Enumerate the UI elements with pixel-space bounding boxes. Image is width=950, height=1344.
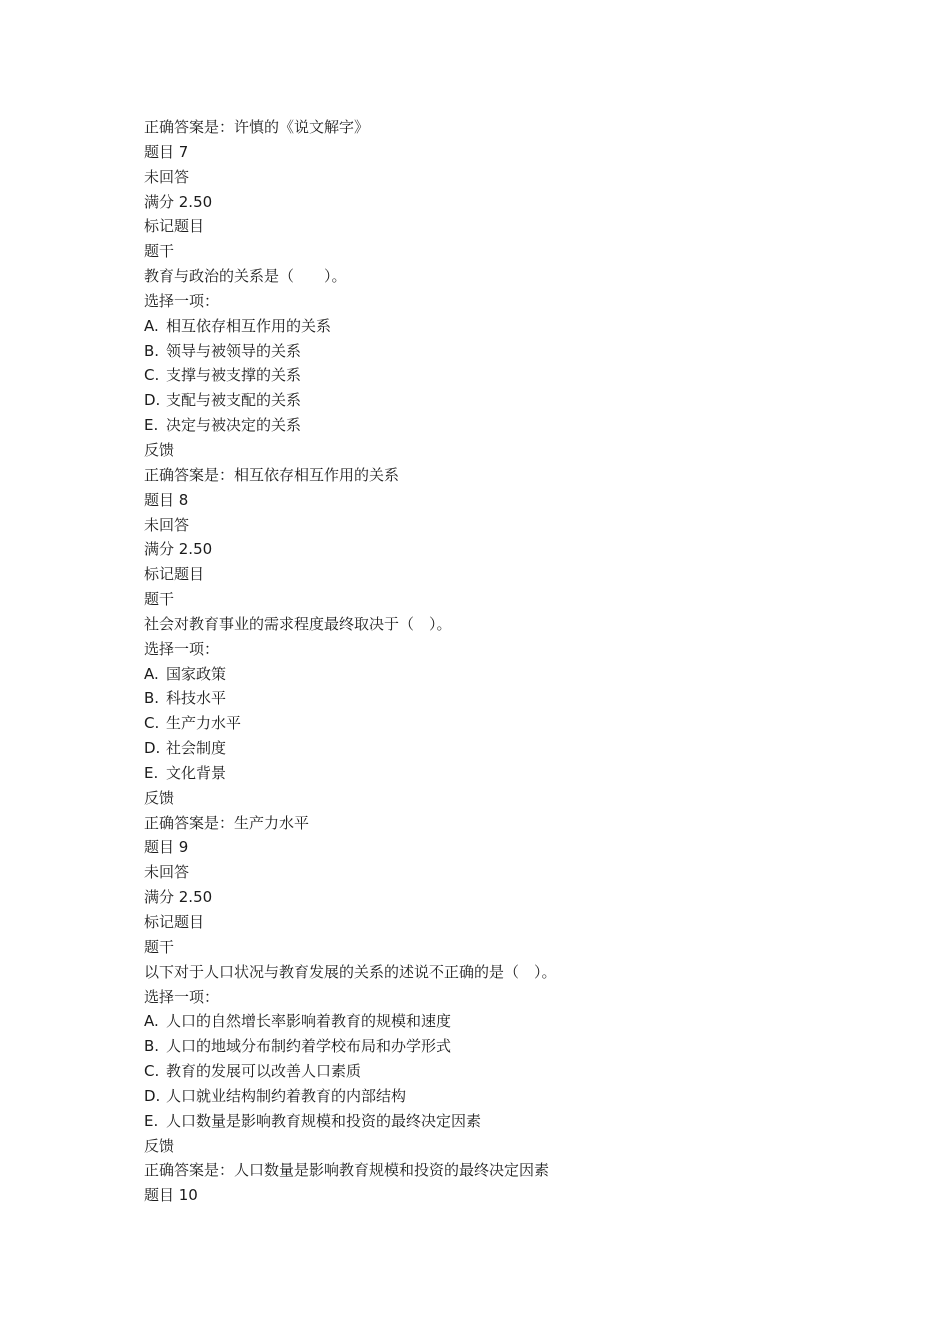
max-score: 满分 2.50 (144, 888, 213, 907)
correct-answer-text: 正确答案是：生产力水平 (144, 813, 310, 832)
option-text: 人口数量是影响教育规模和投资的最终决定因素 (166, 1111, 482, 1130)
choose-one-label: 选择一项： (144, 639, 220, 658)
answer-option (144, 662, 904, 687)
question-number: 题目 8 (144, 490, 189, 509)
option-text: 生产力水平 (166, 714, 242, 733)
option-letter: A. (144, 316, 159, 335)
flag-question-label: 标记题目 (144, 913, 205, 931)
option-text: 科技水平 (166, 689, 227, 708)
correct-answer-text: 正确答案是：相互依存相互作用的关系 (144, 465, 400, 484)
question-stem-label: 题干 (144, 590, 175, 609)
option-letter: A. (144, 1012, 159, 1031)
option-text: 相互依存相互作用的关系 (166, 316, 332, 335)
question-number: 题目 10 (144, 1186, 198, 1205)
option-text: 领导与被领导的关系 (166, 341, 302, 360)
option-letter: D. (144, 391, 161, 410)
flag-question-label: 标记题目 (144, 565, 205, 584)
answer-option (144, 1084, 904, 1109)
option-letter: E. (144, 763, 159, 782)
option-text: 人口的地域分布制约着学校布局和办学形式 (166, 1037, 452, 1056)
option-text: 教育的发展可以改善人口素质 (166, 1062, 362, 1081)
option-letter: B. (144, 341, 160, 360)
option-letter: C. (144, 714, 160, 733)
answer-option (144, 388, 904, 413)
answer-option (144, 761, 904, 786)
correct-answer-text: 正确答案是：人口数量是影响教育规模和投资的最终决定因素 (144, 1161, 550, 1180)
feedback-label: 反馈 (144, 1136, 175, 1155)
option-letter: C. (144, 366, 160, 385)
answer-option (144, 413, 904, 438)
answer-status: 未回答 (144, 167, 190, 186)
option-letter: A. (144, 664, 159, 683)
choose-one-label: 选择一项： (144, 291, 220, 310)
question-stem-label: 题干 (144, 242, 175, 261)
feedback-label: 反馈 (144, 440, 175, 459)
question-text: 以下对于人口状况与教育发展的关系的述说不正确的是（ ）。 (144, 962, 557, 981)
option-letter: B. (144, 1037, 160, 1056)
answer-option (144, 1034, 904, 1059)
option-text: 人口就业结构制约着教育的内部结构 (166, 1086, 407, 1105)
question-text: 教育与政治的关系是（ ）。 (144, 267, 347, 286)
answer-option (144, 711, 904, 736)
correct-answer-text: 正确答案是：许慎的《说文解字》 (144, 118, 370, 136)
question-number: 题目 9 (144, 838, 189, 857)
answer-option (144, 736, 904, 761)
quiz-document (144, 115, 904, 1208)
option-text: 人口的自然增长率影响着教育的规模和速度 (166, 1012, 452, 1031)
question-stem-label: 题干 (144, 937, 175, 956)
option-letter: B. (144, 689, 160, 708)
max-score: 满分 2.50 (144, 192, 213, 211)
option-letter: D. (144, 739, 161, 758)
answer-option (144, 339, 904, 364)
answer-option (144, 314, 904, 339)
choose-one-label: 选择一项： (144, 987, 220, 1006)
answer-option (144, 1009, 904, 1034)
answer-option (144, 686, 904, 711)
option-text: 支撑与被支撑的关系 (166, 366, 302, 385)
option-text: 文化背景 (166, 763, 227, 782)
answer-option (144, 363, 904, 388)
answer-status: 未回答 (144, 863, 190, 882)
question-text: 社会对教育事业的需求程度最终取决于（ ）。 (144, 614, 452, 633)
option-text: 社会制度 (166, 739, 227, 758)
max-score: 满分 2.50 (144, 540, 213, 559)
feedback-label: 反馈 (144, 788, 175, 807)
option-letter: C. (144, 1062, 160, 1081)
option-text: 国家政策 (166, 664, 227, 683)
option-letter: E. (144, 1111, 159, 1130)
flag-question-label: 标记题目 (144, 217, 205, 236)
option-letter: E. (144, 416, 159, 435)
option-text: 支配与被支配的关系 (166, 391, 302, 410)
answer-option (144, 1059, 904, 1084)
answer-status: 未回答 (144, 515, 190, 534)
option-letter: D. (144, 1086, 161, 1105)
question-number: 题目 7 (144, 142, 189, 161)
option-text: 决定与被决定的关系 (166, 416, 302, 435)
answer-option (144, 1109, 904, 1134)
